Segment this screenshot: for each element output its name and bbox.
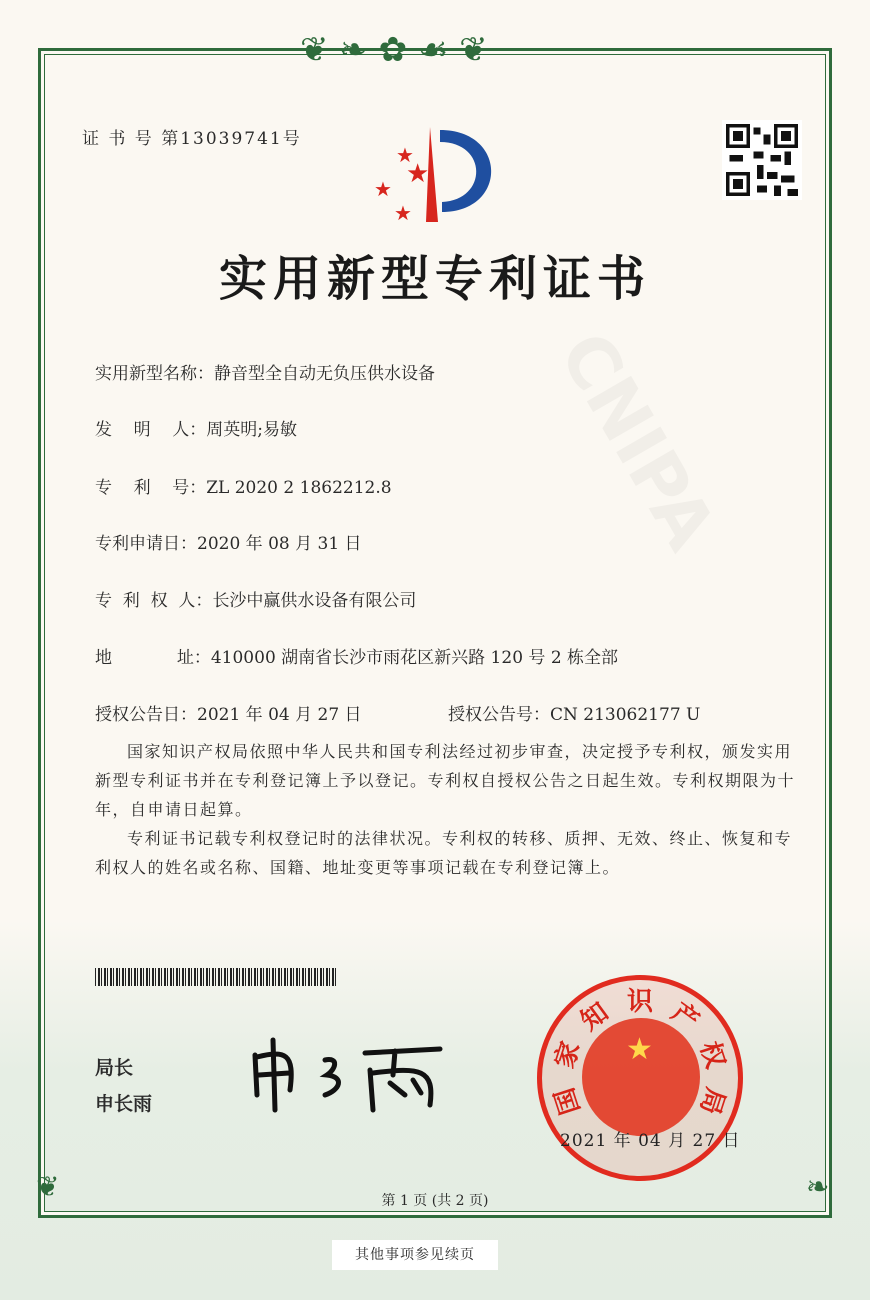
seal-char: 识 <box>626 987 653 1017</box>
field-value: 2020 年 08 月 31 日 <box>197 534 362 554</box>
field-patentee <box>95 586 416 611</box>
seal-date: 2021 年 04 月 27 日 <box>560 1131 741 1151</box>
field-label: 授权公告日： <box>95 705 197 725</box>
statement-paragraph-2: 专利证书记载专利权登记时的法律状况。专利权的转移、质押、无效、终止、恢复和专利权人的姓名或名称、国籍、地址变更等事项记载在专利登记簿上。 <box>95 829 793 877</box>
field-label: 专 利 号： <box>95 478 207 498</box>
ornament-bottom-left-icon: ❦ <box>36 1170 60 1203</box>
certificate-title: 实用新型专利证书 <box>218 251 651 307</box>
continued-note: 其他事项参见续页 <box>332 1240 498 1270</box>
field-value: 静音型全自动无负压供水设备 <box>214 364 435 384</box>
svg-text:★: ★ <box>394 201 412 225</box>
director-signature <box>245 1035 455 1119</box>
seal-char: 权 <box>693 1037 731 1072</box>
field-label: 发 明 人： <box>95 420 207 440</box>
barcode <box>95 968 338 986</box>
seal-char: 国 <box>549 1084 587 1119</box>
field-label: 授权公告号： <box>448 705 550 725</box>
field-value: 2021 年 04 月 27 日 <box>197 705 362 725</box>
field-value: CN 213062177 U <box>550 705 701 725</box>
field-label: 专 利 权 人： <box>95 591 213 611</box>
field-label: 实用新型名称： <box>95 364 214 384</box>
ornament-bottom-right-icon: ❧ <box>806 1170 830 1203</box>
svg-text:★: ★ <box>406 159 430 189</box>
field-label: 专利申请日： <box>95 534 197 554</box>
certificate-number: 证 书 号 第13039741号 <box>82 129 302 149</box>
seal-char: 知 <box>575 996 615 1037</box>
statement-paragraph-1: 国家知识产权局依照中华人民共和国专利法经过初步审查，决定授予专利权，颁发实用新型专利证书并在专利登记簿上予以登记。专利权自授权公告之日起生效。专利权期限为十年，自申请日起算。 <box>95 742 796 819</box>
field-application-date <box>95 529 362 554</box>
field-address <box>95 643 618 668</box>
field-value: ZL 2020 2 1862212.8 <box>206 478 392 498</box>
seal-char: 家 <box>549 1037 587 1072</box>
star-icon: ★ <box>626 1032 653 1067</box>
ornament-top-icon: ❦ ❧ ✿ ☙ ❦ <box>300 30 488 70</box>
field-value: 410000 湖南省长沙市雨花区新兴路 120 号 2 栋全部 <box>210 648 619 668</box>
field-announcement-number <box>448 700 700 725</box>
svg-text:★: ★ <box>374 177 392 201</box>
seal-char: 产 <box>665 996 704 1037</box>
qr-code <box>722 120 802 200</box>
field-utility-model-name <box>95 359 435 384</box>
field-inventor <box>95 415 297 440</box>
cnipa-logo-icon <box>368 122 508 232</box>
page-indicator: 第 1 页 (共 2 页) <box>381 1193 489 1209</box>
field-label: 地 址： <box>95 648 211 668</box>
field-value: 周英明;易敏 <box>206 420 297 440</box>
field-value: 长沙中赢供水设备有限公司 <box>212 591 417 611</box>
director-title: 局长 <box>95 1057 134 1079</box>
field-grant-date <box>95 700 362 725</box>
director-name: 申长雨 <box>95 1093 153 1115</box>
field-patent-number <box>95 473 392 498</box>
svg-text:★: ★ <box>396 143 414 167</box>
seal-char: 局 <box>693 1084 731 1119</box>
